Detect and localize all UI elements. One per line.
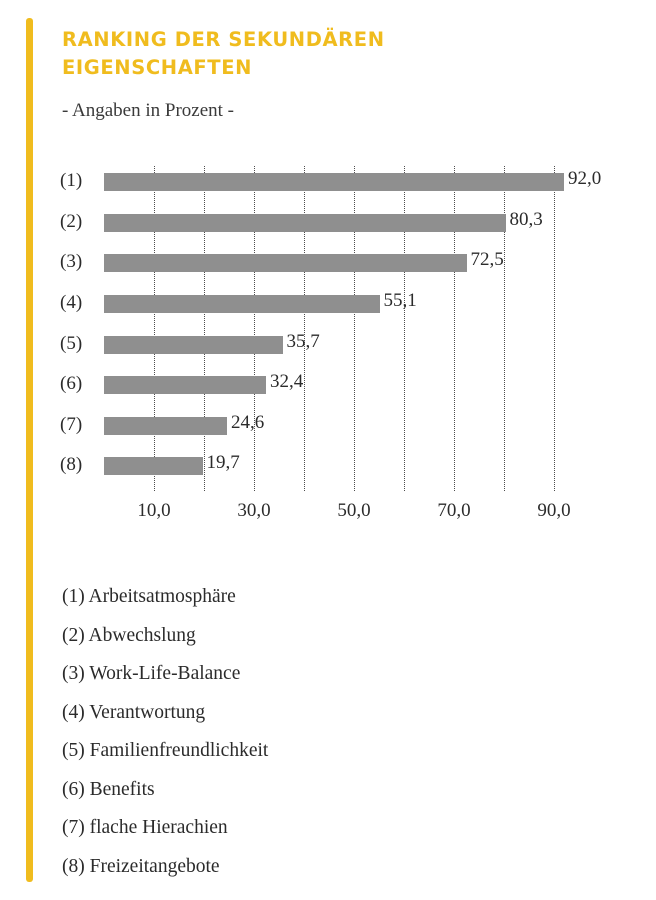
legend-item: (4) Verantwortung (62, 701, 206, 723)
bar-row (60, 450, 604, 491)
bar-value-label: 35,7 (286, 330, 320, 352)
bar-row (60, 329, 604, 370)
legend-item: (2) Abwechslung (62, 624, 196, 646)
x-axis-tick-label: 10,0 (137, 500, 171, 521)
bar (104, 336, 283, 354)
bar-row (60, 166, 604, 207)
bar-category-label: (4) (60, 291, 83, 313)
x-axis-tick-label: 90,0 (537, 500, 571, 521)
bar (104, 173, 564, 191)
x-axis-tick-label: 30,0 (237, 500, 271, 521)
legend (62, 578, 582, 886)
bar-category-label: (2) (60, 210, 83, 232)
page-subtitle: - Angaben in Prozent - (62, 100, 235, 121)
bar (104, 457, 203, 475)
bar-value-label: 24,6 (231, 411, 265, 433)
bar-category-label: (6) (60, 373, 83, 395)
legend-item: (1) Arbeitsatmosphäre (62, 586, 236, 607)
chart-content (62, 0, 642, 900)
bar-category-label: (8) (60, 454, 83, 476)
bar-category-label: (3) (60, 251, 83, 273)
legend-item: (3) Work-Life-Balance (62, 663, 241, 684)
bar (104, 214, 506, 232)
bar-row (60, 247, 604, 288)
bar-value-label: 55,1 (383, 289, 417, 311)
legend-item: (6) Benefits (62, 778, 155, 800)
bar-category-label: (5) (60, 332, 83, 354)
accent-bar (26, 18, 33, 882)
bar-category-label: (7) (60, 413, 83, 435)
legend-item: (7) flache Hierachien (62, 817, 228, 838)
bar-chart (62, 160, 642, 550)
bar (104, 376, 266, 394)
plot-area (60, 166, 604, 491)
bar-row (60, 207, 604, 248)
bar (104, 254, 467, 272)
bar-row (60, 369, 604, 410)
legend-item: (5) Familienfreundlichkeit (62, 740, 269, 761)
x-axis-tick-label: 50,0 (337, 500, 371, 521)
bar-value-label: 72,5 (470, 249, 504, 271)
bar-category-label: (1) (60, 170, 83, 191)
bar (104, 417, 227, 435)
bar-row (60, 410, 604, 451)
bar-row (60, 288, 604, 329)
legend-item: (8) Freizeitangebote (62, 855, 220, 877)
page-title: RANKING DER SEKUNDÄREN EIGENSCHAFTEN (62, 28, 385, 79)
bar-value-label: 92,0 (568, 168, 602, 189)
bar (104, 295, 380, 313)
bar-value-label: 80,3 (509, 208, 543, 230)
x-axis (104, 500, 604, 536)
x-axis-tick-label: 70,0 (437, 500, 471, 521)
bar-value-label: 19,7 (206, 452, 240, 474)
bar-value-label: 32,4 (270, 371, 304, 393)
